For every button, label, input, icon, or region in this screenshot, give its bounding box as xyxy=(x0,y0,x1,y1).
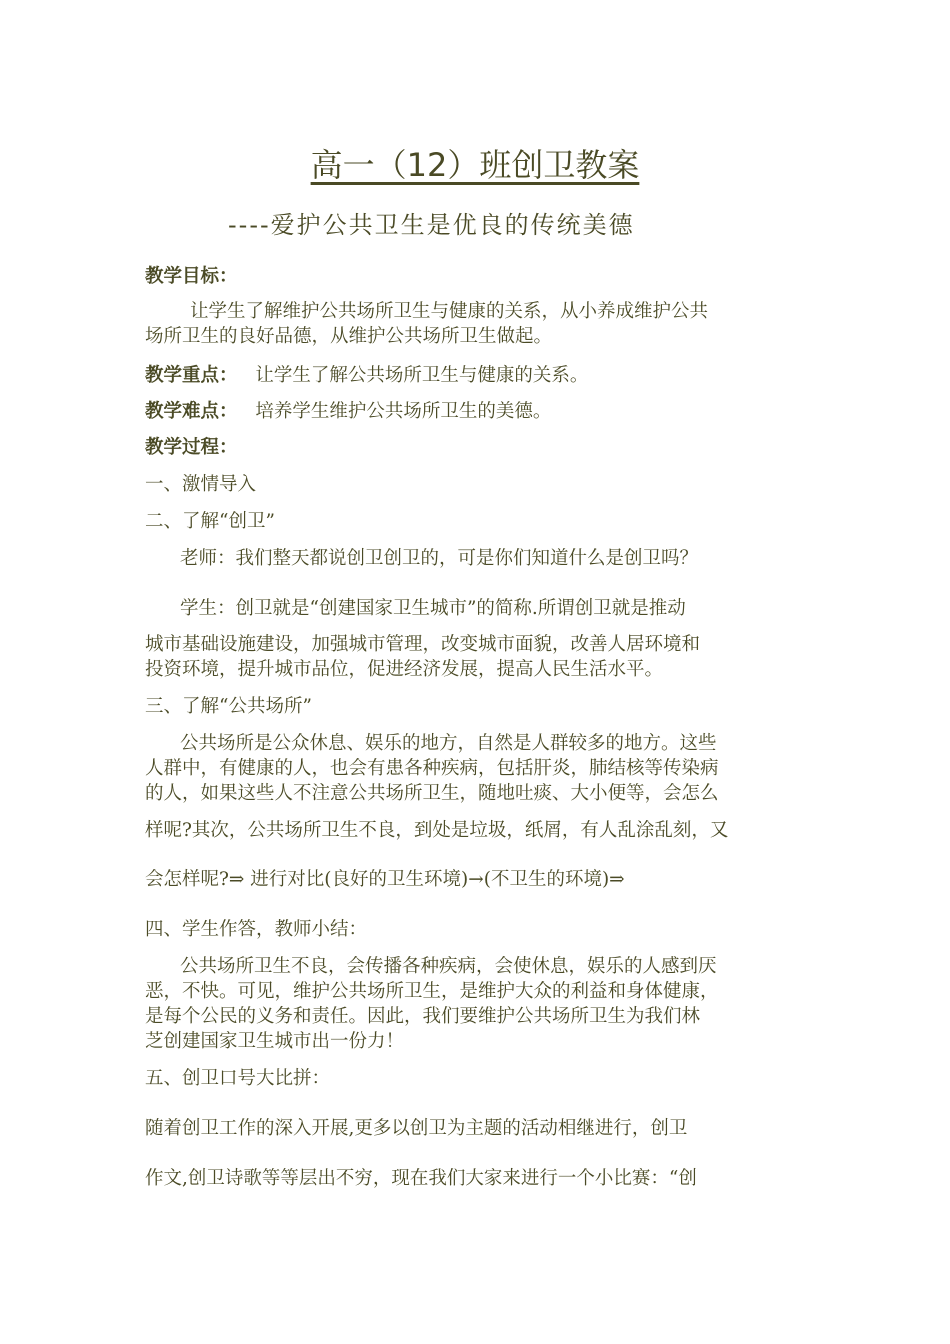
focus-label: 教学重点： xyxy=(145,365,238,386)
summary-line-4: 芝创建国家卫生城市出一份力！ xyxy=(145,1031,405,1052)
student-line-1: 学生：创卫就是“创建国家卫生城市”的简称.所谓创卫就是推动 xyxy=(180,598,686,619)
slogan-line-2: 作文,创卫诗歌等等层出不穷，现在我们大家来进行一个小比赛：“创 xyxy=(145,1168,697,1189)
summary-line-3: 是每个公民的义务和责任。因此，我们要维护公共场所卫生为我们林 xyxy=(145,1006,701,1027)
difficulty-text: 培养学生维护公共场所卫生的美德。 xyxy=(255,401,552,422)
objective-line-1: 让学生了解维护公共场所卫生与健康的关系，从小养成维护公共 xyxy=(190,301,709,322)
public-place-line-4: 样呢?其次，公共场所卫生不良，到处是垃圾，纸屑，有人乱涂乱刻，又 xyxy=(145,820,729,841)
section-4-heading: 四、学生作答，教师小结： xyxy=(145,919,368,940)
public-place-line-1: 公共场所是公众休息、娱乐的地方，自然是人群较多的地方。这些 xyxy=(180,733,717,754)
objective-heading: 教学目标： xyxy=(145,266,238,287)
summary-line-2: 恶，不快。可见，维护公共场所卫生，是维护大众的利益和身体健康， xyxy=(145,981,719,1002)
difficulty-label: 教学难点： xyxy=(145,401,238,422)
public-place-line-5: 会怎样呢?⇒ 进行对比(良好的卫生环境)→(不卫生的环境)⇒ xyxy=(145,869,625,890)
section-2-heading: 二、了解“创卫” xyxy=(145,511,275,532)
student-line-3: 投资环境，提升城市品位，促进经济发展，提高人民生活水平。 xyxy=(145,659,664,680)
section-1-heading: 一、激情导入 xyxy=(145,474,257,495)
section-3-heading: 三、了解“公共场所” xyxy=(145,696,312,717)
focus-text: 让学生了解公共场所卫生与健康的关系。 xyxy=(255,365,589,386)
public-place-line-3: 的人，如果这些人不注意公共场所卫生，随地吐痰、大小便等，会怎么 xyxy=(145,783,719,804)
summary-line-1: 公共场所卫生不良，会传播各种疾病，会使休息，娱乐的人感到厌 xyxy=(180,956,717,977)
public-place-line-2: 人群中，有健康的人，也会有患各种疾病，包括肝炎，肺结核等传染病 xyxy=(145,758,719,779)
focus-row xyxy=(145,361,810,387)
slogan-line-1: 随着创卫工作的深入开展,更多以创卫为主题的活动相继进行，创卫 xyxy=(145,1118,688,1139)
document-subtitle: ----爱护公共卫生是优良的传统美德 xyxy=(228,211,635,239)
difficulty-row xyxy=(145,397,810,423)
process-heading: 教学过程： xyxy=(145,437,238,458)
objective-line-2: 场所卫生的良好品德，从维护公共场所卫生做起。 xyxy=(145,326,553,347)
section-5-heading: 五、创卫口号大比拼： xyxy=(145,1068,331,1089)
teacher-line: 老师：我们整天都说创卫创卫的，可是你们知道什么是创卫吗？ xyxy=(180,548,699,569)
document-title: 高一（12）班创卫教案 xyxy=(310,146,640,184)
student-line-2: 城市基础设施建设，加强城市管理，改变城市面貌，改善人居环境和 xyxy=(145,634,701,655)
